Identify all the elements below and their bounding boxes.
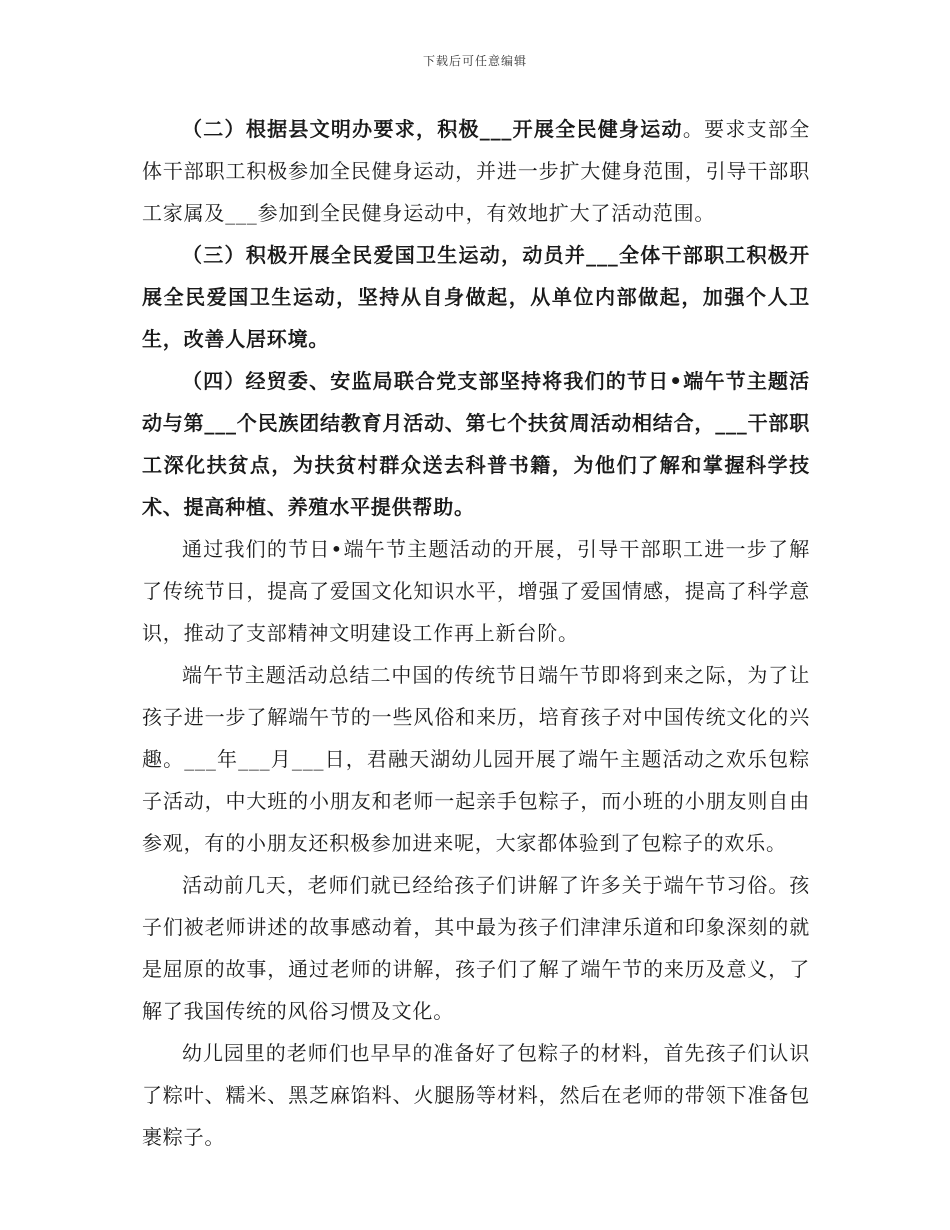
document-body (142, 108, 810, 1158)
paragraph-summary (142, 528, 810, 654)
paragraph-text: 端午节主题活动总结二中国的传统节日端午节即将到来之际，为了让孩子进一步了解端午节的一些风俗和来历，培育孩子对中国传统文化的兴趣。___年___月___日，君融天湖幼儿园开展了端午主题活动之欢乐包粽子活动，中大班的小朋友和老师一起亲手包粽子，而小班的小朋友则自由参观，有的小朋友还积极参加进来呢，大家都体验到了包粽子的欢乐。 (142, 663, 810, 855)
paragraph-text: 。要求支部全体干部职工积极参加全民健身运动，并进一步扩大健身范围，引导干部职工家属及___参加到全民健身运动中，有效地扩大了活动范围。 (142, 117, 810, 225)
paragraph-3 (142, 234, 810, 360)
paragraph-heading: （二）根据县文明办要求，积极___开展全民健身运动 (182, 117, 683, 141)
paragraph-heading: （四）经贸委、安监局联合党支部坚持将我们的节日•端午节主题活动与第___个民族团结教育月活动、第七个扶贫周活动相结合，___干部职工深化扶贫点，为扶贫村群众送去科普书籍，为他们了解和掌握科学技术、提高种植、养殖水平提供帮助。 (142, 369, 810, 519)
paragraph-4 (142, 360, 810, 528)
paragraph-before-activity (142, 864, 810, 1032)
paragraph-text: 活动前几天，老师们就已经给孩子们讲解了许多关于端午节习俗。孩子们被老师讲述的故事感动着，其中最为孩子们津津乐道和印象深刻的就是屈原的故事，通过老师的讲解，孩子们了解了端午节的来历及意义，了解了我国传统的风俗习惯及文化。 (142, 873, 810, 1023)
header-note: 下载后可任意编辑 (422, 54, 527, 68)
paragraph-text: 通过我们的节日•端午节主题活动的开展，引导干部职工进一步了解了传统节日，提高了爱国文化知识水平，增强了爱国情感，提高了科学意识，推动了支部精神文明建设工作再上新台阶。 (142, 537, 810, 645)
paragraph-intro-two (142, 654, 810, 864)
paragraph-materials (142, 1032, 810, 1158)
paragraph-text: 幼儿园里的老师们也早早的准备好了包粽子的材料，首先孩子们认识了粽叶、糯米、黑芝麻馅料、火腿肠等材料，然后在老师的带领下准备包裹粽子。 (142, 1041, 810, 1149)
paragraph-heading: （三）积极开展全民爱国卫生运动，动员并___全体干部职工积极开展全民爱国卫生运动，坚持从自身做起，从单位内部做起，加强个人卫生，改善人居环境。 (142, 243, 810, 351)
paragraph-2 (142, 108, 810, 234)
